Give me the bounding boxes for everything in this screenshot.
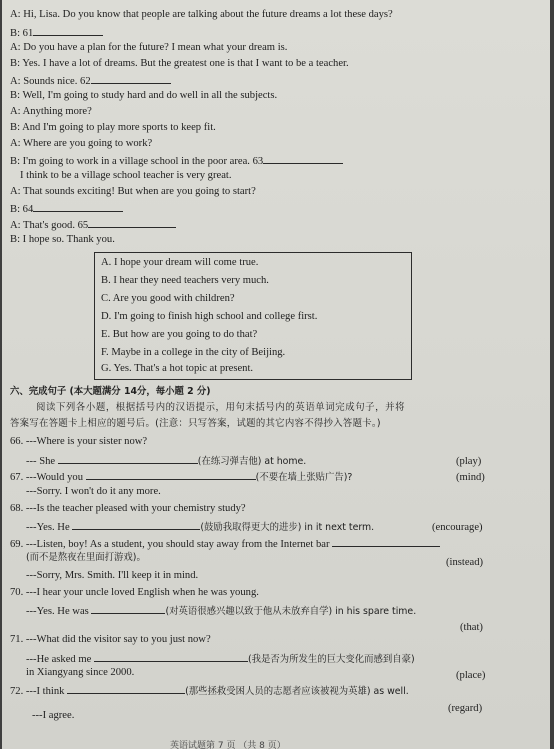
question-66: 66. ---Where is your sister now? — [10, 436, 148, 447]
dialogue-line: B: I'm going to work in a village school in the poor area. 63 — [10, 154, 343, 168]
keyword-72: (regard) — [448, 703, 483, 714]
reply-67: ---Sorry. I won't do it any more. — [26, 486, 161, 497]
answer-blank[interactable] — [58, 454, 198, 464]
question-68: 68. ---Is the teacher pleased with your chemistry study? — [10, 503, 246, 514]
option-item: A. I hope your dream will come true. — [101, 257, 259, 268]
question-70: 70. ---I hear your uncle loved English when he was young. — [10, 587, 259, 598]
keyword-66: (play) — [456, 456, 482, 467]
answer-blank[interactable] — [67, 684, 185, 694]
answer-blank[interactable] — [263, 154, 343, 164]
dialogue-line: I think to be a village school teacher is very great. — [20, 170, 232, 181]
dialogue-line: A: Do you have a plan for the future? I mean what your dream is. — [10, 42, 288, 53]
reply-72: ---I agree. — [32, 710, 75, 721]
answer-blank[interactable] — [33, 202, 123, 212]
answer-blank[interactable] — [88, 218, 176, 228]
answer-blank[interactable] — [72, 520, 200, 530]
option-item: B. I hear they need teachers very much. — [101, 275, 269, 286]
answer-blank[interactable] — [86, 470, 256, 480]
dialogue-line: A: Hi, Lisa. Do you know that people are talking about the future dreams a lot these days? — [10, 9, 393, 20]
option-item: E. But how are you going to do that? — [101, 329, 258, 340]
reply-69: ---Sorry, Mrs. Smith. I'll keep it in mind. — [26, 570, 199, 581]
page-footer: 英语试题第 7 页 （共 8 页） — [170, 741, 286, 749]
keyword-71: (place) — [456, 670, 486, 681]
dialogue-line: B: Well, I'm going to study hard and do well in all the subjects. — [10, 90, 278, 101]
answer-line-66: --- She (在练习弹吉他) at home. — [26, 456, 307, 467]
keyword-70: (that) — [460, 622, 483, 633]
dialogue-line: A: That sounds exciting! But when are you going to start? — [10, 186, 256, 197]
dialogue-line: B: Yes. I have a lot of dreams. But the greatest one is that I want to be a teacher. — [10, 58, 349, 69]
exam-page — [2, 0, 550, 749]
question-71: 71. ---What did the visitor say to you just now? — [10, 634, 211, 645]
keyword-67: (mind) — [456, 472, 485, 483]
section-instructions: 阅读下列各小题，根据括号内的汉语提示，用句末括号内的英语单词完成句子，并将 — [36, 402, 406, 413]
dialogue-line: B: And I'm going to play more sports to keep fit. — [10, 122, 216, 133]
section-instructions: 答案写在答题卡上相应的题号后。(注意：只写答案，试题的其它内容不得抄入答题卡。) — [10, 418, 381, 429]
option-item: G. Yes. That's a hot topic at present. — [101, 363, 254, 374]
dialogue-line: B: 64 — [10, 202, 123, 216]
hint-69: (而不是熬夜在里面打游戏)。 — [26, 552, 146, 563]
dialogue-line: A: Anything more? — [10, 106, 92, 117]
option-item: F. Maybe in a college in the city of Beijing. — [101, 347, 286, 358]
option-item: D. I'm going to finish high school and college first. — [101, 311, 318, 322]
options-box — [94, 252, 412, 380]
dialogue-line: A: Sounds nice. 62 — [10, 74, 171, 88]
answer-line-68: ---Yes. He (鼓励我取得更大的进步) in it next term. — [26, 522, 375, 533]
answer-cont-71: in Xiangyang since 2000. — [26, 667, 135, 678]
answer-blank[interactable] — [33, 26, 103, 36]
dialogue-line: A: Where are you going to work? — [10, 138, 153, 149]
answer-line-71: ---He asked me (我是否为所发生的巨大变化而感到自豪) — [26, 654, 415, 665]
dialogue-line: B: 61 — [10, 26, 103, 40]
section-heading: 六、完成句子 (本大题满分 14分，每小题 2 分) — [10, 386, 211, 397]
question-67: 67. ---Would you (不要在墙上张贴广告)? — [10, 472, 353, 483]
keyword-68: (encourage) — [432, 522, 483, 533]
keyword-69: (instead) — [446, 557, 484, 568]
answer-blank[interactable] — [91, 604, 165, 614]
answer-line-70: ---Yes. He was (对英语很感兴趣以致于他从未放弃自学) in his spare time. — [26, 606, 417, 617]
question-72: 72. ---I think (那些拯救受困人员的志愿者应该被视为英雄) as well. — [10, 686, 409, 697]
dialogue-line: A: That's good. 65 — [10, 218, 176, 232]
answer-blank[interactable] — [332, 537, 440, 547]
dialogue-line: B: I hope so. Thank you. — [10, 234, 115, 245]
answer-blank[interactable] — [94, 652, 248, 662]
question-69: 69. ---Listen, boy! As a student, you should stay away from the Internet bar — [10, 537, 440, 551]
option-item: C. Are you good with children? — [101, 293, 235, 304]
answer-blank[interactable] — [91, 74, 171, 84]
